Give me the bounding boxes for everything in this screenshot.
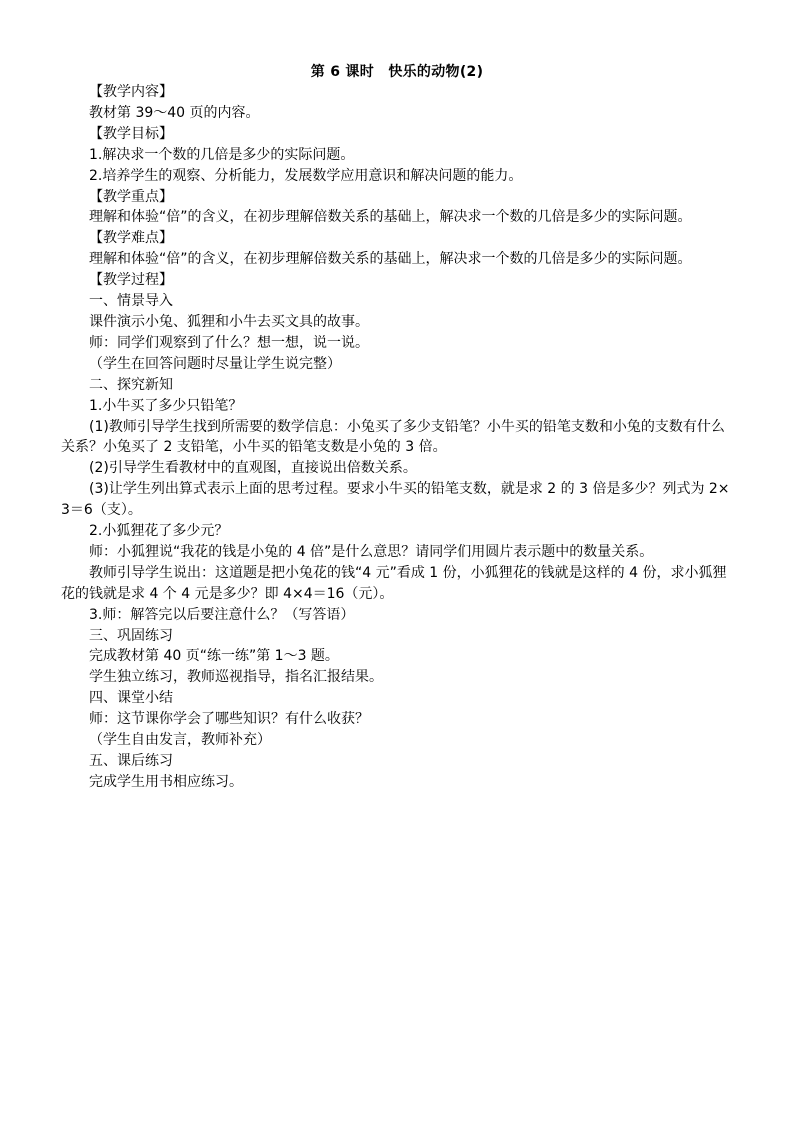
paragraph: 课件演示小兔、狐狸和小牛去买文具的故事。 — [89, 313, 369, 330]
paragraph: 完成教材第 40 页“练一练”第 1～3 题。 — [89, 648, 339, 665]
paragraph: 教师引导学生说出：这道题是把小兔花的钱“4 元”看成 1 份，小狐狸花的钱就是这样的 4 份，求小狐狸花的钱就是求 4 个 4 元是多少？即 4×4＝16（元）。 — [61, 564, 727, 602]
paragraph: 1.解决求一个数的几倍是多少的实际问题。 — [89, 146, 355, 163]
paragraph: 理解和体验“倍”的含义，在初步理解倍数关系的基础上，解决求一个数的几倍是多少的实际问题。 — [89, 251, 692, 268]
lesson-title: 第 6 课时 快乐的动物(2) — [310, 64, 484, 80]
lesson-body — [61, 82, 736, 793]
subheading: 四、课堂小结 — [89, 690, 173, 707]
paragraph: 完成学生用书相应练习。 — [89, 773, 243, 790]
paragraph: 师：这节课你学会了哪些知识？有什么收获？ — [89, 711, 369, 728]
paragraph: 理解和体验“倍”的含义，在初步理解倍数关系的基础上，解决求一个数的几倍是多少的实际问题。 — [89, 209, 692, 226]
paragraph: 2.小狐狸花了多少元？ — [89, 523, 229, 540]
section-heading-goals: 【教学目标】 — [89, 125, 173, 142]
section-heading-process: 【教学过程】 — [89, 272, 173, 289]
section-heading-difficulties: 【教学难点】 — [89, 230, 173, 247]
paragraph: 学生独立练习，教师巡视指导，指名汇报结果。 — [89, 669, 383, 686]
paragraph: (2)引导学生看教材中的直观图，直接说出倍数关系。 — [89, 460, 417, 477]
subheading: 一、情景导入 — [89, 293, 173, 310]
paragraph: (3)让学生列出算式表示上面的思考过程。要求小牛买的铅笔支数，就是求 2 的 3 倍是多少？列式为 2×3＝6（支）。 — [61, 481, 730, 519]
subheading: 三、巩固练习 — [89, 627, 173, 644]
paragraph: 师：同学们观察到了什么？想一想，说一说。 — [89, 334, 369, 351]
subheading: 二、探究新知 — [89, 376, 173, 393]
paragraph: （学生在回答问题时尽量让学生说完整） — [89, 355, 341, 372]
section-heading-key-points: 【教学重点】 — [89, 188, 173, 205]
paragraph: 师：小狐狸说“我花的钱是小兔的 4 倍”是什么意思？请同学们用圆片表示题中的数量关系。 — [89, 543, 654, 560]
subheading: 五、课后练习 — [89, 753, 173, 769]
paragraph: 3.师：解答完以后要注意什么？（写答语） — [89, 606, 355, 623]
paragraph: 1.小牛买了多少只铅笔？ — [89, 397, 243, 414]
section-heading-content: 【教学内容】 — [89, 84, 173, 100]
paragraph: 2.培养学生的观察、分析能力，发展数学应用意识和解决问题的能力。 — [89, 167, 523, 184]
paragraph: （学生自由发言，教师补充） — [89, 732, 271, 749]
paragraph: (1)教师引导学生找到所需要的数学信息：小兔买了多少支铅笔？小牛买的铅笔支数和小兔的支数有什么关系？小兔买了 2 支铅笔，小牛买的铅笔支数是小兔的 3 倍。 — [61, 418, 725, 456]
paragraph: 教材第 39～40 页的内容。 — [89, 104, 260, 121]
